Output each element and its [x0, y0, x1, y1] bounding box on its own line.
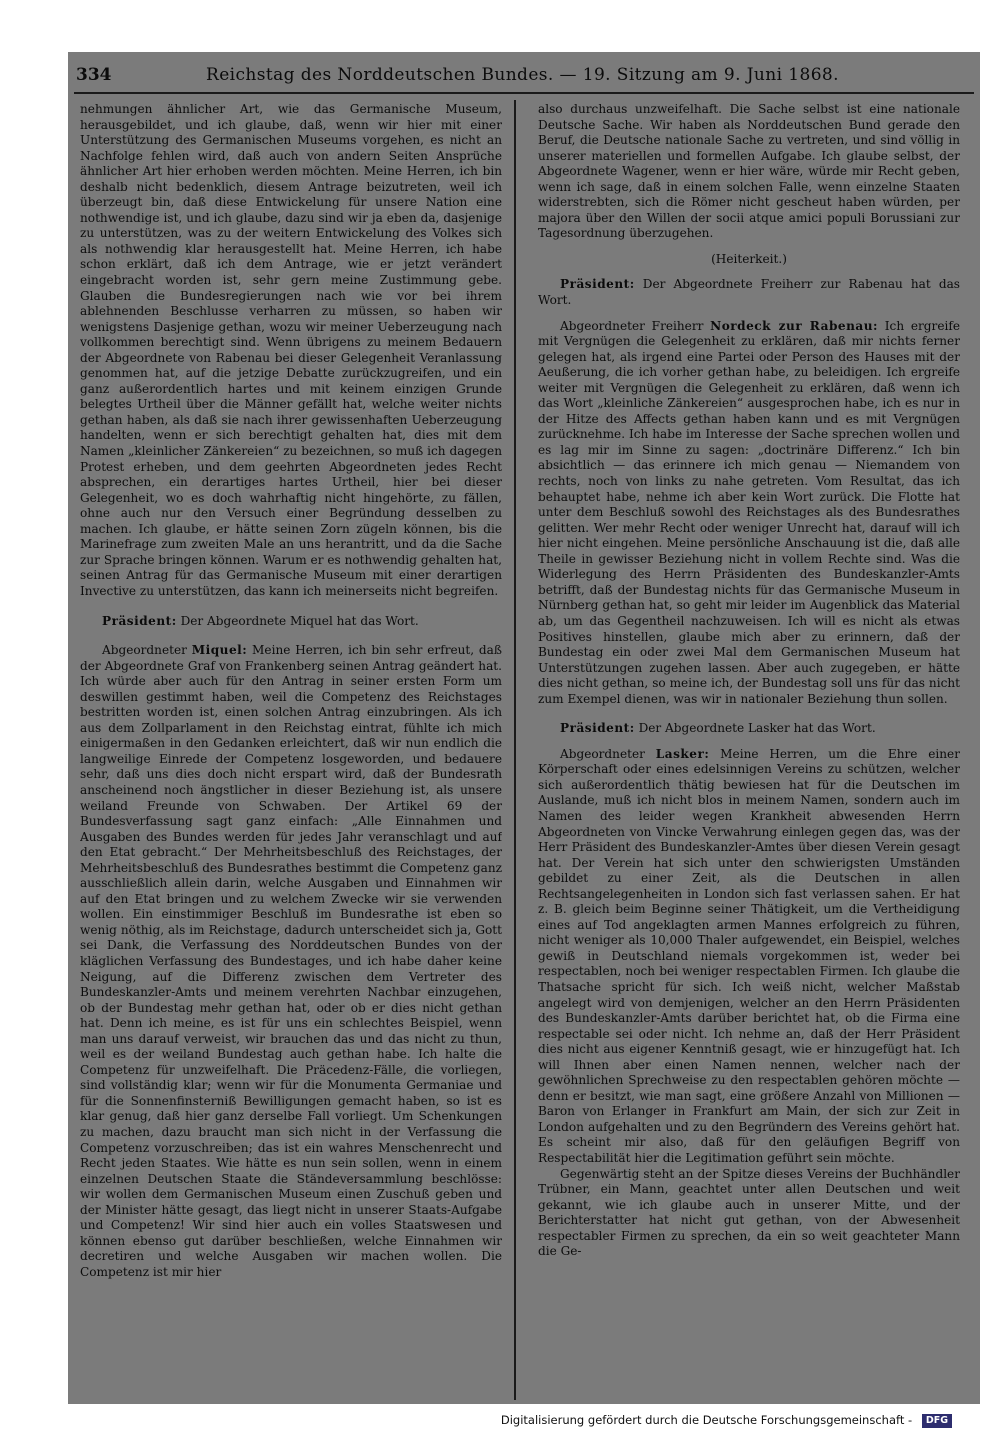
column-divider	[514, 100, 516, 1400]
speaker-name: Lasker:	[655, 746, 710, 761]
paragraph: also durchaus unzweifelhaft. Die Sache selbst ist eine nationale Deutsche Sache. Wir haben als Norddeutschen Bund gerade den Beruf, die Deutsche nationale Sache zu vertreten, und sind völlig in unserer materiellen und formellen Aufgabe. Ich glaube selbst, der Abgeordnete Wagener, wenn er hier wäre, würde mir Recht geben, wenn ich sage, daß in einem solchen Falle, wenn einzelne Staaten widerstrebten, sich die Römer nicht gescheut haben würden, per majora über den Willen der socii atque amici populi Borussiani zur Tagesordnung überzugehen.	[538, 102, 960, 241]
speaker-label: Präsident:	[560, 277, 635, 292]
speech-text: Ich ergreife mit Vergnügen die Gelegenheit zu erklären, daß mir nichts ferner gelegen hat, als irgend eine Partei oder Person des Hauses mit der Aeußerung, die ich vorher gethan habe, zu beleidigen. Ich ergreife weiter mit Vergnügen die Gelegenheit zu erklären, daß wenn ich das Wort „kleinliche Zänkereien“ ausgesprochen habe, ich es nur in der Hitze des Affects gethan haben kann und es mit Vergnügen zurücknehme. Ich habe im Interesse der Sache sprechen wollen und es lag mir im Sinne zu sagen: „doctrinäre Differenz.“ Ich bin absichtlich — das erinnere ich mich genau — Niemandem von rechts, noch von links zu nahe getreten. Vom Resultat, das ich behauptet habe, nehme ich aber kein Wort zurück. Die Flotte hat unter dem Beschluß sowohl des Reichstages als des Bundesrathes gelitten. Wer mehr Recht oder weniger Unrecht hat, darauf will ich hier nicht eingehen. Meine persönliche Anschauung ist die, daß alle Theile in gewisser Beziehung nicht in vollem Rechte sind. Was die Widerlegung des Herrn Präsidenten des Bundeskanzler-Amts betrifft, daß der Bundestag nichts für das Germanische Museum in Nürnberg gethan hat, so geht mir leider im Augenblick das Material ab, um das Gegentheil nachzuweisen. Ich will es nicht als etwas Positives hinstellen, glaube mich aber zu erinnern, daß der Bundestag ein oder zwei Mal dem Germanischen Museum hat Unterstützungen zugehen lassen. Aber auch zugegeben, er hätte dies nicht gethan, so meine ich, der Bundestag soll uns für das nicht zum Exempel dienen, was wir in nationaler Beziehung thun sollen.	[538, 318, 960, 706]
speech-text: Meine Herren, um die Ehre einer Körperschaft oder eines edelsinnigen Vereins zu schützen, welcher sich außerordentlich thätig bewiesen hat für die Deutschen im Auslande, muß ich nicht blos in meinem Namen, sondern auch im Namen des leider wegen Krankheit abwesenden Herrn Abgeordneten von Vincke Verwahrung einlegen gegen das, was der Herr Präsident des Bundeskanzler-Amtes über diesen Verein gesagt hat. Der Verein hat sich unter den schwierigsten Umständen gebildet zu einer Zeit, als die Deutschen in allen Rechtsangelegenheiten in London sich fast verlassen sahen. Er hat z. B. gleich beim Beginne seiner Thätigkeit, um die Vertheidigung eines auf Tod angeklagten armen Mannes erfolgreich zu führen, nicht weniger als 10,000 Thaler aufgewendet, ein Beispiel, welches gewiß in Deutschland niemals vorgekommen ist, weder bei respectablen, noch bei weniger respectablen Firmen. Ich glaube die Thatsache spricht für sich. Ich weiß nicht, welcher Maßstab angelegt wird von demjenigen, welcher an den Herrn Präsidenten des Bundeskanzler-Amts darüber berichtet hat, ob die Firma eine respectable sei oder nicht. Ich nehme an, daß der Herr Präsident dies nicht aus eigener Kenntniß gesagt, wie er hinzugefügt hat. Ich will Ihnen aber einen Namen nennen, welcher nach der gewöhnlichen Sprechweise zu den respectablen gehören möchte — denn er besitzt, wie man sagt, eine größere Anzahl von Millionen — Baron von Erlanger in Frankfurt am Main, der sich zur Zeit in London aufgehalten und zu den Begründern des Vereins gehört hat. Es scheint mir also, daß für den geläufigen Begriff von Respectabilität hier die Legitimation geführt sein möchte.	[538, 746, 960, 1165]
speech	[80, 643, 502, 1280]
speaker-text: Der Abgeordnete Lasker hat das Wort.	[638, 721, 876, 736]
speaker-prefix: Abgeordneter	[102, 643, 187, 658]
speaker-line	[80, 614, 502, 630]
dfg-logo: DFG	[922, 1414, 952, 1428]
speaker-label: Präsident:	[102, 613, 177, 628]
running-title: Reichstag des Norddeutschen Bundes. — 19. Sitzung am 9. Juni 1868.	[206, 65, 839, 85]
paragraph: Gegenwärtig steht an der Spitze dieses Vereins der Buchhändler Trübner, ein Mann, geachtet unter allen Deutschen und weit gekannt, wie ich glaube auch in unserer Mitte, und der Berichterstatter hat nicht gut gethan, von der Abwesenheit respectabler Firmen zu sprechen, da ein so weit geachteter Mann die Ge-	[538, 1166, 960, 1259]
speaker-text: Der Abgeordnete Freiherr zur Rabenau hat das Wort.	[538, 277, 960, 308]
digitization-footer	[501, 1412, 952, 1428]
speech-text: Meine Herren, ich bin sehr erfreut, daß der Abgeordnete Graf von Frankenberg seinen Antrag geändert hat. Ich würde aber auch für den Antrag in seiner ersten Form um deswillen gestimmt haben, weil die Competenz des Reichstages bestritten worden ist, einen solchen Antrag einzubringen. Als ich aus dem Zollparlament in den Reichstag eintrat, fühlte ich mich einigermaßen in den Gedanken erleichtert, daß wir nun endlich die langweilige Einrede der Competenz losgeworden, und bedauere sehr, daß uns dies doch nicht erspart wird, daß der Bundesrath anscheinend noch ängstlicher in dieser Beziehung ist, als unsere weiland Freunde von Schwaben. Der Artikel 69 der Bundesverfassung sagt ganz einfach: „Alle Einnahmen und Ausgaben des Bundes werden für jedes Jahr veranschlagt und auf den Etat gebracht.“ Der Mehrheitsbeschluß des Reichstages, der Mehrheitsbeschluß des Bundesrathes bestimmt die Competenz ganz ausschließlich allein darin, welche Ausgaben und Einnahmen wir auf den Etat bringen und zu welchem Zwecke wir sie verwenden wollen. Ein einstimmiger Beschluß im Bundesrathe ist eben so wenig nöthig, als im Reichstage, dadurch unterscheidet sich ja, Gott sei Dank, die Verfassung des Norddeutschen Bundes von der kläglichen Verfassung des Bundestages, und ich habe daher keine Neigung, auf die Differenz zwischen dem Vertreter des Bundeskanzler-Amts und meinem verehrten Nachbar einzugehen, ob der Bundestag mehr gethan hat, oder ob er dies nicht gethan hat. Denn ich meine, es ist für uns ein schlechtes Beispiel, wenn man uns darauf verweist, wir brauchen das und das nicht zu thun, weil es der weiland Bundestag auch gethan habe. Ich halte die Competenz für unzweifelhaft. Die Präcedenz-Fälle, die vorliegen, sind vollständig klar; wenn wir für die Monumenta Germaniae und für die Sonnenfinsterniß Bewilligungen gemacht haben, so ist es klar genug, daß hier ganz derselbe Fall vorliegt. Um Schenkungen zu machen, dazu braucht man sich nicht in der Verfassung die Competenz vorzuschreiben; das ist ein wahres Menschenrecht und Recht jeden Staates. Wie hätte es nun sein sollen, wenn in einem einzelnen Deutschen Staate die Ständeversammlung beschlösse: wir wollen dem Germanischen Museum einen Zuschuß geben und der Minister hätte gesagt, das liegt nicht in unserer Staats-Aufgabe und Competenz! Wir sind hier auch ein volles Staatswesen und können ebenso gut darüber beschließen, welche Einnahmen wir decretiren und welche Ausgaben wir machen wollen. Die Competenz ist mir hier	[80, 643, 502, 1279]
interjection: (Heiterkeit.)	[711, 251, 787, 266]
speech	[538, 319, 960, 708]
speaker-name: Nordeck zur Rabenau:	[710, 318, 879, 333]
page-header	[76, 62, 972, 88]
paragraph: nehmungen ähnlicher Art, wie das Germanische Museum, herausgebildet, und ich glaube, daß, wenn wir hier mit einer Unterstützung des Germanischen Museums vorgehen, es nicht an Nachfolge fehlen wird, daß auch von andern Seiten Ansprüche ähnlicher Art hier erhoben werden möchten. Meine Herren, ich bin deshalb nicht bedenklich, diesem Antrage beizutreten, weil ich überzeugt bin, daß diese Entwickelung für unsere Nation eine nothwendige ist, und ich glaube, dazu sind wir ja eben da, dasjenige zu unterstützen, was zu der weitern Entwickelung des Volkes sich als nothwendig klar herausgestellt hat. Meine Herren, ich habe schon erklärt, daß ich dem Antrage, wie er jetzt verändert eingebracht worden ist, sehr gern meine Zustimmung gebe. Glauben die Bundesregierungen nach wie vor bei ihrem ablehnenden Beschlusse verharren zu müssen, so haben wir wenigstens Dasjenige gethan, wozu wir meiner Ueberzeugung nach vollkommen berechtigt sind. Wenn übrigens zu meinem Bedauern der Abgeordnete von Rabenau bei dieser Gelegenheit Veranlassung genommen hat, auf die jetzige Debatte zurückzugreifen, und ein ganz außerordentlich hartes und mit keinem einzigen Grunde belegtes Urtheil über die Männer gefällt hat, welche weiter nichts gethan haben, als daß sie nach ihrer gewissenhaften Ueberzeugung handelten, wenn er sich berechtigt gehalten hat, dies mit dem Namen „kleinlicher Zänkereien“ zu bezeichnen, so muß ich dagegen Protest erheben, und dem geehrten Abgeordneten jedes Recht absprechen, ein derartiges hartes Urtheil, hier bei dieser Gelegenheit, wo es doch wahrhaftig nicht hingehörte, zu fällen, ohne auch nur den Versuch einer Begründung desselben zu machen. Ich glaube, er hätte seinen Zorn zügeln können, bis die Marinefrage zum zweiten Male an uns herantritt, und da die Sache zur Sprache bringen können. Warum er es nothwendig gehalten hat, seinen Antrag für das Germanische Museum mit einer derartigen Invective zu unterstützen, das kann ich meinerseits nicht begreifen.	[80, 102, 502, 598]
speaker-label: Präsident:	[560, 721, 635, 736]
footer-text: Digitalisierung gefördert durch die Deutsche Forschungsgemeinschaft -	[500, 1413, 913, 1427]
right-column	[538, 102, 960, 1400]
left-column	[80, 102, 502, 1400]
header-rule	[74, 92, 974, 94]
speaker-prefix: Abgeordneter Freiherr	[560, 318, 704, 333]
speaker-prefix: Abgeordneter	[560, 746, 645, 761]
speaker-text: Der Abgeordnete Miquel hat das Wort.	[180, 613, 419, 628]
speaker-line	[538, 721, 960, 737]
speaker-line	[538, 277, 960, 308]
page-number: 334	[76, 65, 112, 85]
scanned-page	[68, 52, 980, 1404]
speaker-name: Miquel:	[191, 643, 248, 658]
speech	[538, 747, 960, 1167]
